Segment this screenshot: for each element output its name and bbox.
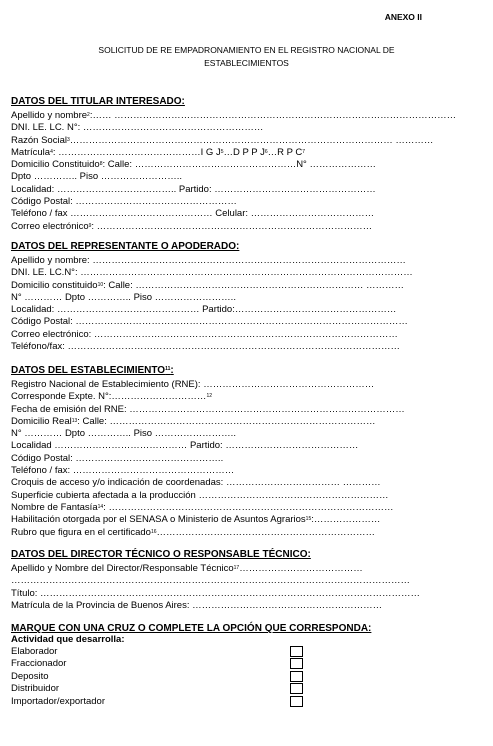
activity-list (11, 634, 311, 708)
field-label: Habilitación otorgada por el SENASA o Ministerio de Asuntos Agrarios (11, 514, 306, 526)
field-est-domicilio[interactable] (11, 416, 481, 428)
field-rep-codigo-postal[interactable]: Código Postal: …………………………………………………………………………………………… (11, 316, 408, 328)
field-est-croquis[interactable]: Croquis de acceso y/o indicación de coordenadas: ……………………………… ………… (11, 477, 381, 489)
field-blank: :………………… (311, 514, 381, 526)
section-heading-marque: MARQUE CON UNA CRUZ O COMPLETE LA OPCIÓN QUE CORRESPONDA: (11, 623, 372, 634)
field-label: Nombre de Fantasía (11, 501, 98, 513)
footnote-ref: 2 (87, 112, 90, 118)
section-director-tecnico (11, 548, 481, 612)
field-rep-dni[interactable]: DNI. LE. LC.N°: …………………………………………………………………………………………… (11, 267, 413, 279)
checkbox-elaborador[interactable] (290, 646, 303, 657)
field-blank: :…… ……………………………………………………………………………………………… (89, 110, 457, 121)
footnote-ref: 5 (220, 148, 224, 155)
footnote-ref: 4 (50, 148, 53, 155)
field-rep-domicilio[interactable] (11, 280, 481, 292)
field-titular-dpto[interactable]: Dpto ………….. Piso …………………….. (11, 171, 183, 183)
field-titular-localidad[interactable]: Localidad: ……………………………….. Partido: …………………………………………… (11, 183, 376, 195)
footnote-ref: 6 (264, 148, 268, 155)
field-titular-correo[interactable] (11, 221, 481, 233)
section-heading-representante: DATOS DEL REPRESENTANTE O APODERADO: (11, 241, 240, 252)
field-titular-domicilio[interactable] (11, 159, 481, 171)
field-dt-continuation[interactable]: ……………………………………………………………………………………………………………… (11, 575, 410, 587)
field-label: Apellido y Nombre del Director/Responsable Técnico (11, 563, 234, 574)
section-titular (11, 95, 481, 233)
field-label: Domicilio constituido (11, 279, 98, 291)
field-blank: : Calle: ………………………………………………………………………… (77, 415, 376, 427)
field-titular-telefono[interactable]: Teléfono / fax ……………………………………… Celular: ………………………………… (11, 208, 375, 220)
field-est-rubro[interactable] (11, 527, 481, 539)
footnote-ref: 9 (88, 222, 92, 229)
checkbox-fraccionador[interactable] (290, 658, 303, 669)
footnote-ref: 7 (302, 148, 306, 155)
field-dt-titulo[interactable]: Título: ………………………………………………………………………………………………………… (11, 587, 421, 599)
field-blank: : Calle: ……………………………………………N° ………………… (102, 159, 376, 171)
checkbox-importador-exportador[interactable] (290, 696, 303, 707)
field-label: Apellido y nombre (11, 110, 88, 121)
field-dt-apellido[interactable] (11, 563, 481, 575)
title-line-2: ESTABLECIMIENTOS (204, 58, 289, 68)
field-est-codigo-postal[interactable]: Código Postal: ……………………………………….. (11, 452, 224, 464)
field-blank: ………………………………… (239, 563, 363, 574)
field-label: Razón Social (11, 134, 67, 146)
activity-option-deposito (11, 671, 311, 683)
field-rep-numero[interactable]: N° ………… Dpto ………….. Piso …………………….. (11, 291, 236, 303)
section-heading-titular: DATOS DEL TITULAR INTERESADO: (11, 96, 185, 107)
footnote-ref: 15 (305, 516, 312, 523)
field-est-superficie[interactable]: Superficie cubierta afectada a la producción …………………………………………………… (11, 489, 389, 501)
checkbox-distribuidor[interactable] (290, 683, 303, 694)
heading-text: DATOS DEL ESTABLECIMIENTO (11, 365, 166, 376)
field-titular-codigo-postal[interactable]: Código Postal: …………………………………………… (11, 196, 237, 208)
activity-option-fraccionador (11, 658, 311, 670)
field-titular-dni[interactable]: DNI. LE. LC. N°: ………………………………………………… (11, 122, 264, 134)
field-rep-correo[interactable]: Correo electrónico: …………………………………………………………………………………… (11, 328, 398, 340)
annex-label: ANEXO II (384, 12, 422, 22)
footnote-ref: 12 (206, 393, 212, 400)
field-label: Rubro que figura en el certificado (11, 526, 151, 538)
field-label: Domicilio Real (11, 415, 72, 427)
field-label: Correo electrónico (11, 220, 89, 232)
field-blank: : ……………………………………………………………………………… (103, 501, 394, 513)
title-line-1: SOLICITUD DE RE EMPADRONAMIENTO EN EL REGISTRO NACIONAL DE (98, 45, 395, 55)
activity-label: Actividad que desarrolla: (11, 634, 125, 645)
field-est-habilitacion[interactable] (11, 514, 481, 526)
footnote-ref: 14 (97, 503, 104, 510)
field-rep-localidad[interactable]: Localidad: ……………………………………… Partido:…………………………………………… (11, 304, 397, 316)
activity-option-distribuidor (11, 683, 311, 695)
activity-option-label: Elaborador (11, 646, 58, 657)
field-est-expte[interactable] (11, 391, 481, 403)
field-blank: …R P C (267, 146, 303, 158)
field-label: Domicilio Constituido (11, 159, 100, 171)
field-blank: …………………………………………………………… (156, 526, 376, 538)
activity-option-label: Deposito (11, 670, 49, 682)
field-titular-matricula[interactable] (11, 147, 481, 159)
field-titular-razon-social[interactable] (11, 135, 481, 147)
field-blank: : Calle: ……………………………………………………………… ………… (103, 279, 405, 291)
field-est-fecha[interactable]: Fecha de emisión del RNE: …………………………………………………………………………… (11, 403, 405, 415)
footnote-ref: 8 (99, 161, 103, 168)
field-blank: : ………………………………………I G J (52, 146, 221, 158)
field-est-rne[interactable]: Registro Nacional de Establecimiento (RNE): ……………………………………………… (11, 379, 375, 390)
activity-option-label: Distribuidor (11, 683, 60, 695)
field-titular-apellido[interactable] (11, 110, 481, 122)
footnote-ref: 11 (165, 366, 171, 372)
activity-option-elaborador (11, 646, 311, 658)
field-label: Corresponde Expte. N°:………………………… (11, 391, 207, 403)
document-title (0, 44, 493, 70)
activity-option-label: Fraccionador (11, 658, 67, 670)
footnote-ref: 3 (66, 136, 70, 143)
footnote-ref: 10 (97, 281, 104, 288)
section-heading-director: DATOS DEL DIRECTOR TÉCNICO O RESPONSABLE TÉCNICO: (11, 549, 311, 560)
section-representante (11, 240, 481, 353)
footnote-ref: 17 (233, 565, 240, 571)
section-establecimiento (11, 364, 481, 539)
field-est-numero[interactable]: N° ………… Dpto ………….. Piso …………………….. (11, 428, 236, 440)
field-dt-matricula[interactable]: Matrícula de la Provincia de Buenos Aires: …………………………………………………… (11, 599, 383, 611)
field-est-localidad[interactable]: Localidad …………………………………… Partido: …………………………………… (11, 440, 359, 452)
footnote-ref: 16 (150, 528, 157, 535)
activity-option-label: Importador/exportador (11, 695, 105, 707)
field-blank: ………………………………………………………………………………………… ………… (69, 134, 434, 146)
checkbox-deposito[interactable] (290, 671, 303, 682)
field-rep-telefono[interactable]: Teléfono/fax: …………………………………………………………………………………………… (11, 341, 401, 353)
field-label: Matrícula (11, 146, 51, 158)
field-rep-apellido[interactable]: Apellido y nombre: ……………………………………………………………………………………… (11, 255, 406, 266)
section-heading-establecimiento (11, 364, 481, 377)
field-blank: : …………………………………………………………………………… (91, 220, 373, 232)
activity-option-importador (11, 696, 311, 708)
footnote-ref: 13 (71, 417, 78, 424)
heading-colon: : (170, 365, 174, 376)
field-est-fantasia[interactable] (11, 502, 481, 514)
field-est-telefono[interactable]: Teléfono / fax: …………………………………………… (11, 465, 235, 477)
field-blank: …D P P J (223, 146, 265, 158)
